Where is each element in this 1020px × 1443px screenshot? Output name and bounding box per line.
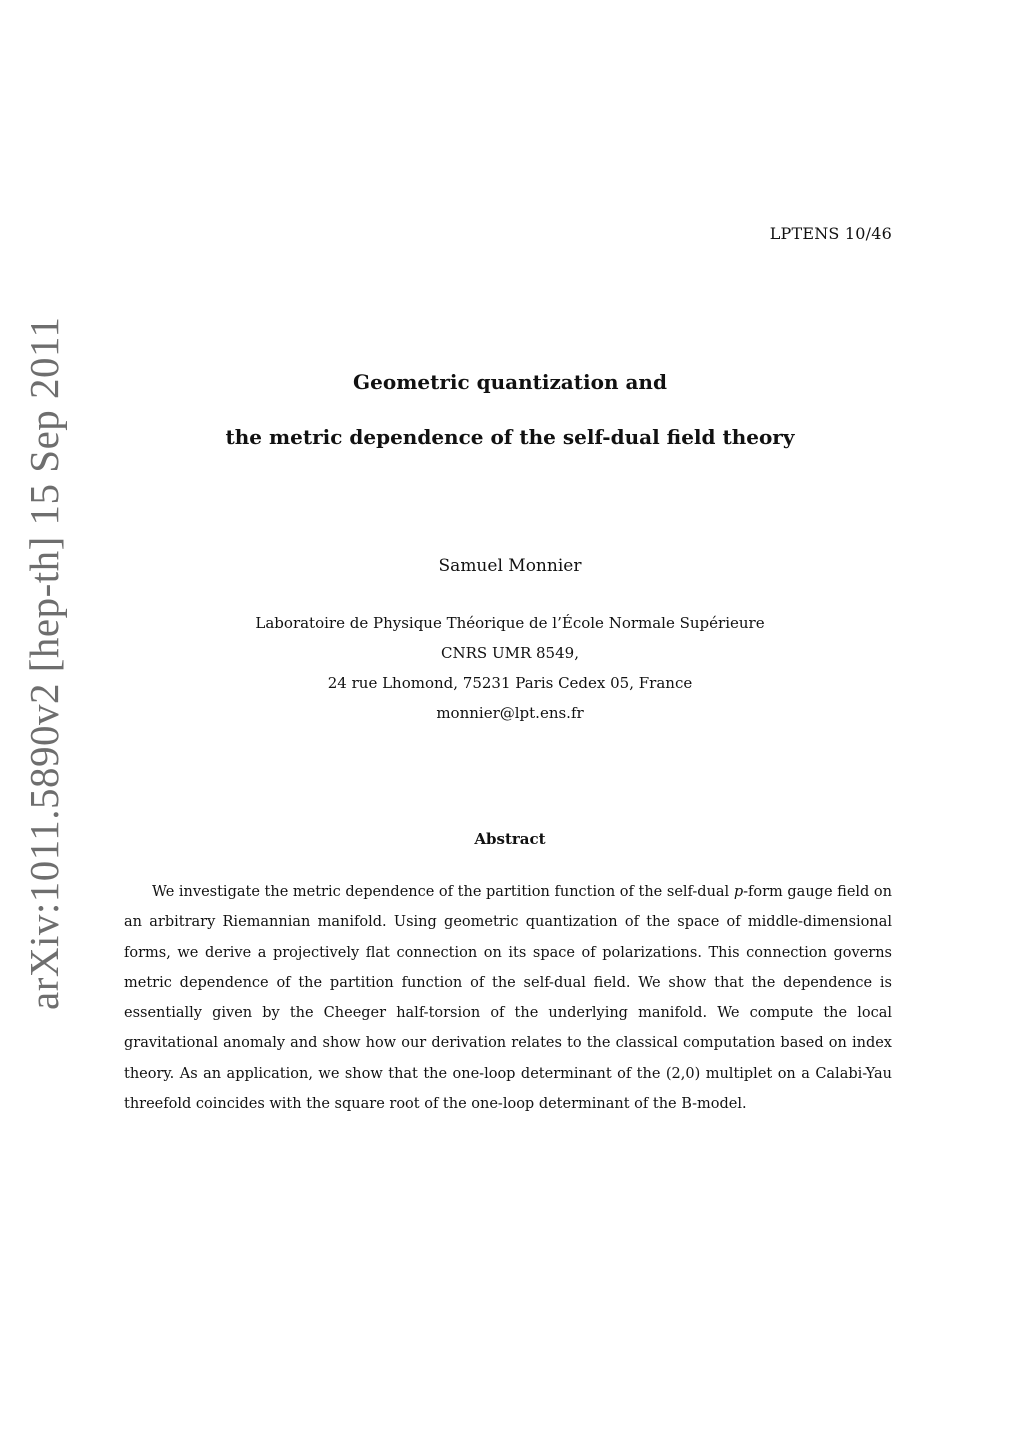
abstract-text-rest: -form gauge field on an arbitrary Riemannian manifold. Using geometric quantization of the space of middle-dimensional forms, we derive a projectively flat connection on its space of polarizations. This connection governs metric dependence of the partition function of the self-dual field. We show that the dependence is essentially given by the Cheeger half-torsion of the underlying manifold. We compute the local gravitational anomaly and show how our derivation relates to the classical computation based on index theory. As an application, we show that the one-loop determinant of the (2,0) multiplet on a Calabi-Yau threefold coincides with the square root of the one-loop determinant of the B-model.	[124, 884, 893, 1113]
report-number: LPTENS 10/46	[769, 224, 892, 243]
author-email: monnier@lpt.ens.fr	[436, 704, 584, 722]
arxiv-identifier-stamp: arXiv:1011.5890v2 [hep-th] 15 Sep 2011	[21, 316, 67, 1010]
title-line-2: the metric dependence of the self-dual field theory	[225, 425, 795, 449]
paper-title	[0, 368, 1020, 451]
abstract-text-start: We investigate the metric dependence of the partition function of the self-dual	[152, 884, 734, 900]
abstract-heading: Abstract	[474, 830, 546, 848]
affiliation-institution: Laboratoire de Physique Théorique de l’École Normale Supérieure	[255, 614, 765, 632]
affiliation-address: 24 rue Lhomond, 75231 Paris Cedex 05, France	[327, 674, 693, 692]
affiliation-unit: CNRS UMR 8549,	[441, 644, 579, 662]
author-name: Samuel Monnier	[438, 556, 582, 576]
title-line-1: Geometric quantization and	[353, 370, 667, 394]
abstract-text	[124, 877, 892, 1119]
p-form-symbol: p	[733, 884, 744, 900]
author-affiliation	[0, 612, 1020, 732]
